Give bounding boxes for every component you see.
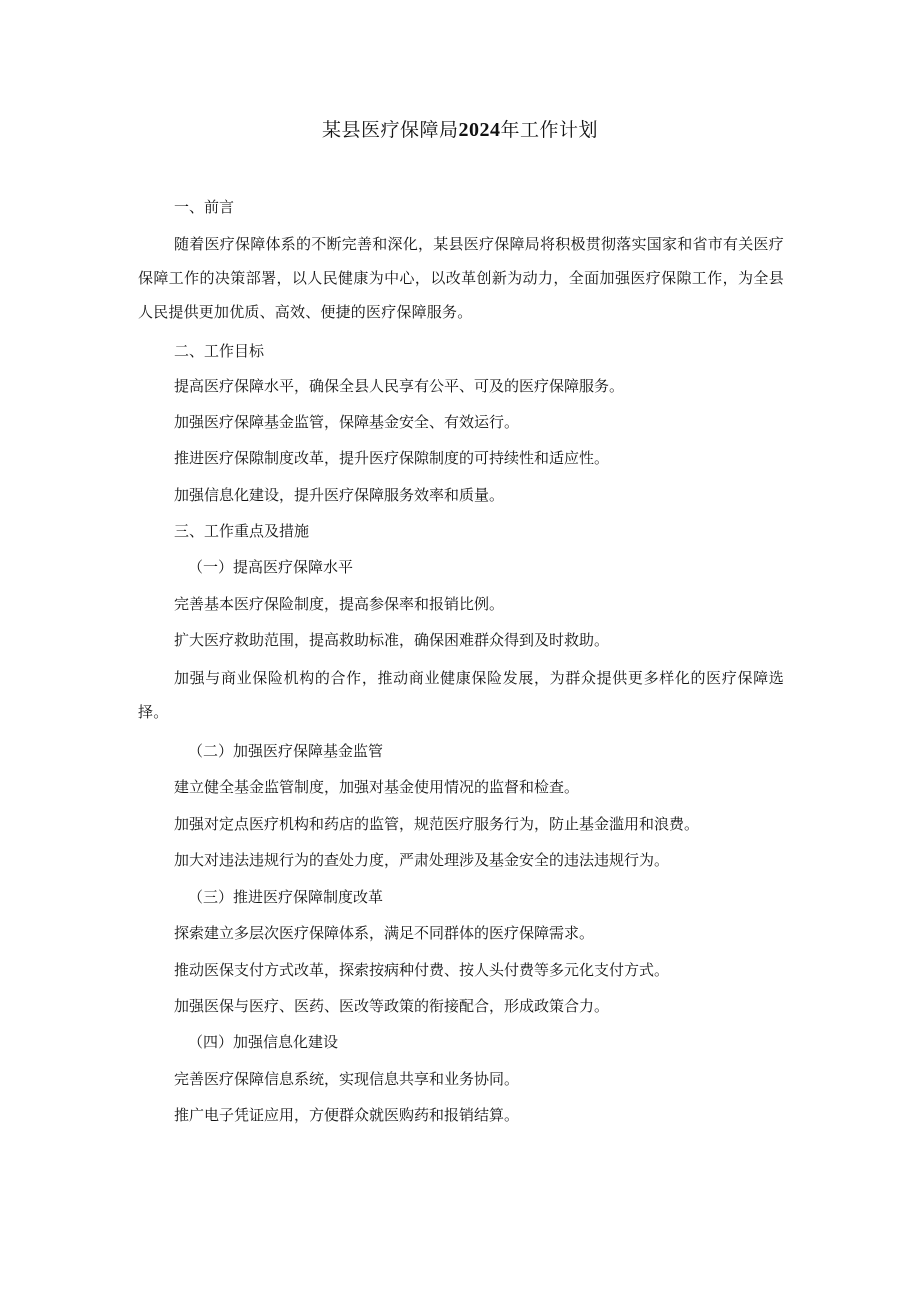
section-heading-measures: 三、工作重点及措施	[174, 522, 310, 540]
subsection-heading-1: （一）提高医疗保障水平	[188, 558, 354, 576]
subsection-heading-3: （三）推进医疗保障制度改革	[188, 888, 384, 906]
list-item: 推广电子凭证应用，方便群众就医购药和报销结算。	[174, 1106, 520, 1124]
list-item: 加强对定点医疗机构和药店的监管，规范医疗服务行为，防止基金滥用和浪费。	[174, 815, 700, 833]
title-suffix: 年工作计划	[500, 119, 599, 141]
title-year: 2024	[458, 119, 501, 141]
list-item: 推进医疗保隙制度改革，提升医疗保隙制度的可持续性和适应性。	[174, 449, 610, 467]
list-item: 加大对违法违规行为的查处力度，严肃处理涉及基金安全的违法违规行为。	[174, 851, 670, 869]
paragraph-insurance-cooperation: 加强与商业保险机构的合作，推动商业健康保险发展，为群众提供更多样化的医疗保障选择。	[138, 669, 784, 721]
list-item: 加强信息化建设，提升医疗保障服务效率和质量。	[174, 486, 505, 504]
document-title	[0, 116, 920, 144]
section-heading-preface: 一、前言	[174, 198, 235, 216]
list-item: 加强医保与医疗、医药、医改等政策的衔接配合，形成政策合力。	[174, 997, 610, 1015]
list-item: 扩大医疗救助范围，提高救助标准，确保困难群众得到及时救助。	[174, 631, 610, 649]
list-item: 推动医保支付方式改革，探索按病种付费、按人头付费等多元化支付方式。	[174, 961, 670, 979]
list-item: 完善医疗保障信息系统，实现信息共享和业务协同。	[174, 1070, 520, 1088]
list-item: 建立健全基金监管制度，加强对基金使用情况的监督和检查。	[174, 778, 580, 796]
subsection-heading-4: （四）加强信息化建设	[188, 1033, 339, 1051]
title-prefix: 某县医疗保障局	[321, 119, 459, 141]
list-item: 完善基本医疗保险制度，提高参保率和报销比例。	[174, 595, 505, 613]
section-heading-goals: 二、工作目标	[174, 342, 265, 360]
paragraph-preface: 随着医疗保障体系的不断完善和深化，某县医疗保障局将积极贯彻落实国家和省市有关医疗保障工作的决策部署，以人民健康为中心，以改革创新为动力，全面加强医疗保隙工作，为全县人民提供更加优质、高效、便捷的医疗保障服务。	[138, 235, 784, 321]
list-item: 提高医疗保障水平，确保全县人民享有公平、可及的医疗保障服务。	[174, 377, 625, 395]
list-item: 加强医疗保障基金监管，保障基金安全、有效运行。	[174, 413, 520, 431]
subsection-heading-2: （二）加强医疗保障基金监管	[188, 742, 384, 760]
list-item: 探索建立多层次医疗保障体系，满足不同群体的医疗保障需求。	[174, 924, 595, 942]
